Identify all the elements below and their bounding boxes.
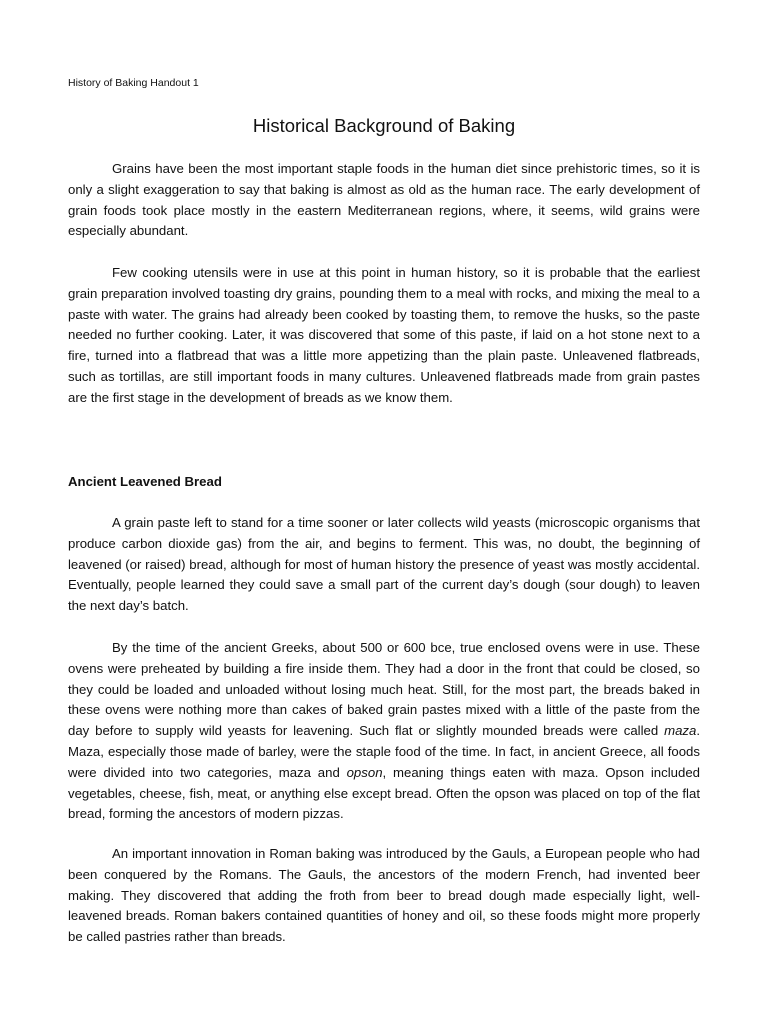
term-maza: maza (664, 723, 697, 739)
running-header: History of Baking Handout 1 (68, 77, 199, 89)
paragraph-text-c: , meaning things eaten with maza. Opson included vegetables, cheese, fish, meat, or anything else except bread. Often the opson was placed on top of the flat bread, forming the ancestors of modern pizzas. (68, 764, 700, 822)
intro-paragraph-2: Few cooking utensils were in use at this point in human history, so it is probable that the earliest grain preparation involved toasting dry grains, pounding them to a meal with rocks, and mixing the meal to a paste with water. The grains had already been cooked by toasting them, to remove the husks, so the paste needed no further cooking. Later, it was discovered that some of this paste, if laid on a hot stone next to a fire, turned into a flatbread that was a little more appetizing than the plain paste. Unleavened flatbreads, such as tortillas, are still important foods in many cultures. Unleavened flatbreads made from grain pastes are the first stage in the development of breads as we know them. (68, 265, 700, 405)
section-paragraph-1: A grain paste left to stand for a time sooner or later collects wild yeasts (microscopic organisms that produce carbon dioxide gas) from the air, and begins to ferment. This was, no doubt, the beginning of leavened (or raised) bread, although for most of human history the presence of yeast was mostly accidental. Eventually, people learned they could save a small part of the current day’s dough (sour dough) to leaven the next day’s batch. (68, 515, 700, 614)
page-title: Historical Background of Baking (252, 115, 516, 136)
paragraph-text-a: By the time of the ancient Greeks, about 500 or 600 bce, true enclosed ovens were in use. These ovens were preheated by building a fire inside them. They had a door in the front that could be closed, so they could be loaded and unloaded without losing much heat. Still, for the most part, the breads baked in these ovens were nothing more than cakes of baked grain pastes mixed with a little of the paste from the day before to supply wild yeasts for leavening. Such flat or slightly mounded breads were called (68, 640, 700, 739)
intro-paragraph-1: Grains have been the most important staple foods in the human diet since prehistoric times, so it is only a slight exaggeration to say that baking is almost as old as the human race. The early development of grain foods took place mostly in the eastern Mediterranean regions, where, it seems, wild grains were especially abundant. (68, 161, 700, 239)
section-paragraph-2 (68, 638, 700, 825)
term-opson: opson (346, 764, 383, 780)
paragraph-text-b: . Maza, especially those made of barley, were the staple food of the time. In fact, in ancient Greece, all foods were divided into two categories, maza and (68, 723, 700, 780)
section-paragraph-3: An important innovation in Roman baking was introduced by the Gauls, a European people who had been conquered by the Romans. The Gauls, the ancestors of the modern French, had invented beer making. They discovered that adding the froth from beer to bread dough made especially light, well-leavened breads. Roman bakers contained quantities of honey and oil, so these foods might more properly be called pastries rather than breads. (68, 846, 700, 945)
section-heading: Ancient Leavened Bread (68, 474, 222, 489)
